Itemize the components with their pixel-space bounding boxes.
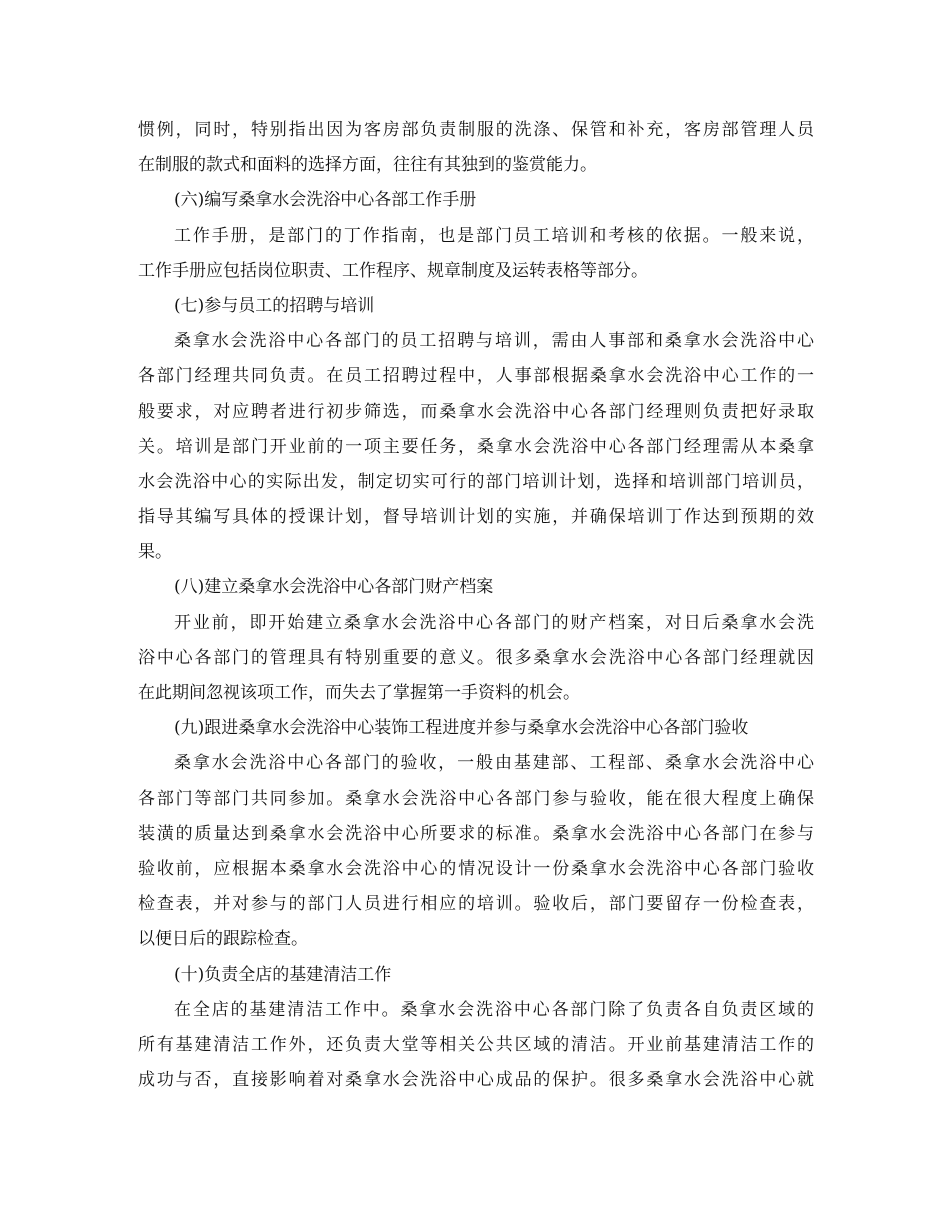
paragraph-line: 成功与否，直接影响着对桑拿水会洗浴中心成品的保护。很多桑拿水会洗浴中心就 xyxy=(138,1070,814,1091)
paragraph-first-line: 桑拿水会洗浴中心各部门的验收，一般由基建部、工程部、桑拿水会洗浴中心 xyxy=(174,753,814,774)
paragraph-line: 水会洗浴中心的实际出发，制定切实可行的部门培训计划，选择和培训部门培训员， xyxy=(138,471,814,492)
paragraph-line: 般要求，对应聘者进行初步筛选，而桑拿水会洗浴中心各部门经理则负责把好录取 xyxy=(138,401,814,422)
paragraph-line: 以便日后的跟踪检查。 xyxy=(138,929,308,950)
paragraph-first-line: (六)编写桑拿水会洗浴中心各部工作手册 xyxy=(174,190,477,211)
paragraph-line: 指导其编写具体的授课计划，督导培训计划的实施，并确保培训丁作达到预期的效 xyxy=(138,507,814,528)
paragraph-first-line: 工作手册，是部门的丁作指南，也是部门员工培训和考核的依据。一般来说， xyxy=(174,225,814,246)
paragraph-line: 果。 xyxy=(138,542,172,563)
paragraph-first-line: 桑拿水会洗浴中心各部门的员工招聘与培训，需由人事部和桑拿水会洗浴中心 xyxy=(174,331,814,352)
paragraph-line: 装潢的质量达到桑拿水会洗浴中心所要求的标准。桑拿水会洗浴中心各部门在参与 xyxy=(138,823,814,844)
paragraph-first-line: (八)建立桑拿水会洗浴中心各部门财产档案 xyxy=(174,577,494,598)
paragraph-line: 所有基建清洁工作外，还负责大堂等相关公共区域的清洁。开业前基建清洁工作的 xyxy=(138,1034,814,1055)
paragraph-first-line: 开业前，即开始建立桑拿水会洗浴中心各部门的财产档案，对日后桑拿水会洗 xyxy=(174,612,814,633)
document-body xyxy=(138,113,814,1098)
paragraph-line: 验收前，应根据本桑拿水会洗浴中心的情况设计一份桑拿水会洗浴中心各部门验收 xyxy=(138,858,814,879)
paragraph-line: 关。培训是部门开业前的一项主要任务，桑拿水会洗浴中心各部门经理需从本桑拿 xyxy=(138,436,814,457)
paragraph-line: 工作手册应包括岗位职责、工作程序、规章制度及运转表格等部分。 xyxy=(138,260,648,281)
paragraph-line: 在此期间忽视该项工作，而失去了掌握第一手资料的机会。 xyxy=(138,683,580,703)
paragraph-first-line: (九)跟进桑拿水会洗浴中心装饰工程进度并参与桑拿水会洗浴中心各部门验收 xyxy=(174,718,749,739)
paragraph-first-line: (七)参与员工的招聘与培训 xyxy=(174,295,375,316)
paragraph-line: 各部门等部门共同参加。桑拿水会洗浴中心各部门参与验收，能在很大程度上确保 xyxy=(138,788,814,809)
paragraph-line: 检查表，并对参与的部门人员进行相应的培训。验收后，部门要留存一份检查表， xyxy=(138,894,814,915)
paragraph-line: 浴中心各部门的管理具有特别重要的意义。很多桑拿水会洗浴中心各部门经理就因 xyxy=(138,647,814,668)
paragraph-line: 各部门经理共同负责。在员工招聘过程中，人事部根据桑拿水会洗浴中心工作的一 xyxy=(138,366,814,387)
paragraph-line: 在制服的款式和面料的选择方面，往往有其独到的鉴赏能力。 xyxy=(138,155,597,176)
paragraph-first-line: (十)负责全店的基建清洁工作 xyxy=(174,964,392,985)
paragraph-line: 惯例，同时，特别指出因为客房部负责制服的洗涤、保管和补充，客房部管理人员 xyxy=(138,120,814,140)
paragraph-first-line: 在全店的基建清洁工作中。桑拿水会洗浴中心各部门除了负责各自负责区域的 xyxy=(174,999,814,1020)
